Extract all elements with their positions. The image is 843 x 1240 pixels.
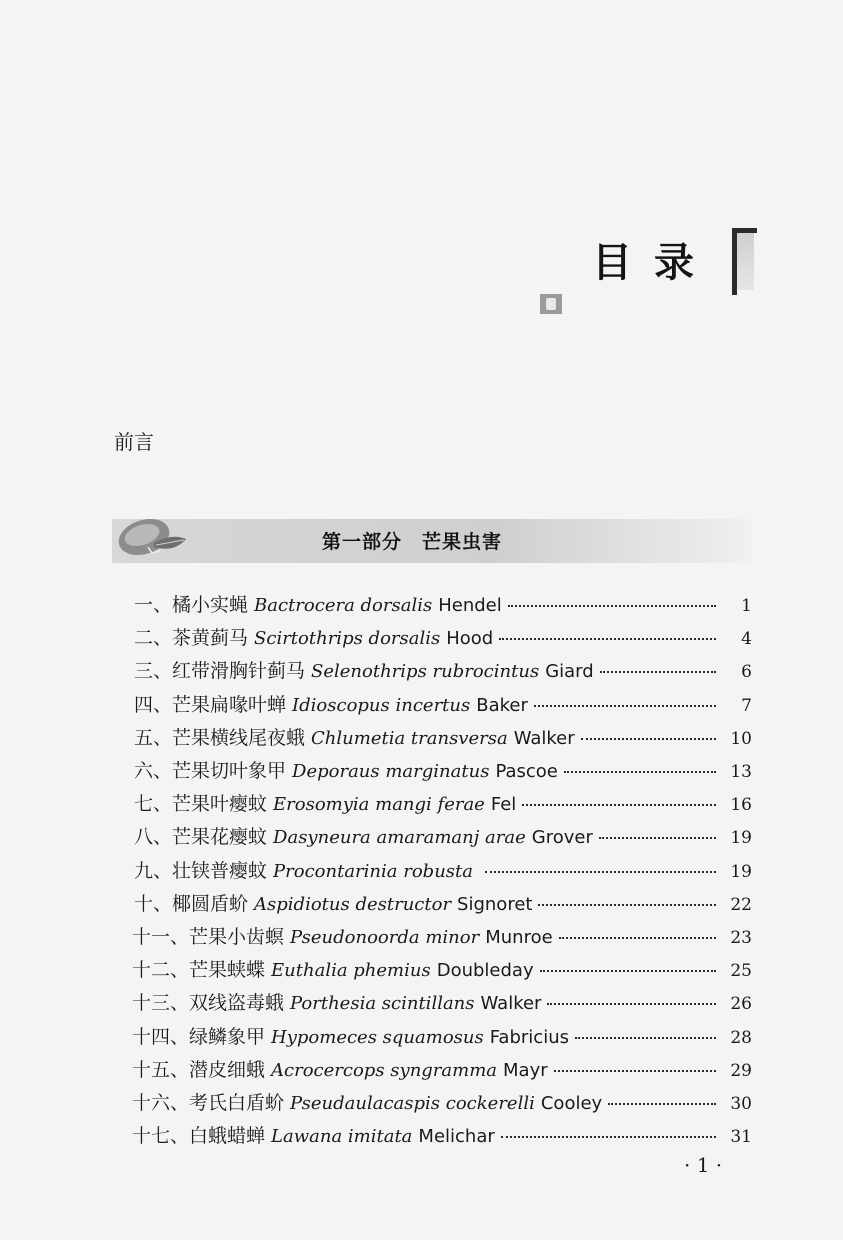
- toc-entry-number: 六、: [134, 760, 173, 782]
- toc-entry-scientific-name: Pseudonoorda minor: [290, 927, 480, 948]
- mango-icon: [114, 513, 190, 561]
- toc-leader-dots: [600, 671, 716, 673]
- toc-entry-author: Fel: [490, 794, 517, 815]
- toc-leader-dots: [501, 1136, 716, 1138]
- toc-entry-number: 十四、: [132, 1026, 190, 1048]
- toc-entry[interactable]: [132, 1055, 752, 1085]
- toc-entry-page: 6: [741, 662, 752, 682]
- toc-entry[interactable]: [134, 789, 752, 819]
- toc-entry-author: Fabricius: [489, 1027, 569, 1048]
- toc-entry-author: Walker: [513, 728, 575, 749]
- toc-entry-page: 30: [730, 1094, 752, 1114]
- toc-entry-chinese-name: 芒果横线尾夜蛾: [172, 727, 306, 749]
- title-bracket: [732, 228, 757, 295]
- toc-leader-dots: [522, 804, 716, 806]
- toc-entry-scientific-name: Hypomeces squamosus: [271, 1027, 484, 1048]
- toc-entry-author: Mayr: [503, 1060, 548, 1081]
- page-number: · 1 ·: [684, 1153, 723, 1177]
- toc-leader-dots: [547, 1003, 716, 1005]
- toc-entry-scientific-name: Porthesia scintillans: [290, 993, 475, 1014]
- toc-entry-chinese-name: 白蛾蜡蝉: [189, 1125, 266, 1147]
- toc-entry-page: 31: [730, 1127, 752, 1147]
- toc-entry-scientific-name: Deporaus marginatus: [292, 761, 490, 782]
- toc-entry-page: 13: [730, 762, 752, 782]
- toc-entry-page: 16: [730, 795, 752, 815]
- toc-entry[interactable]: [134, 656, 752, 686]
- toc-entry[interactable]: [132, 922, 752, 952]
- toc-entry-author: Walker: [480, 993, 542, 1014]
- toc-entry-chinese-name: 考氏白盾蚧: [189, 1092, 285, 1114]
- toc-entry-scientific-name: Chlumetia transversa: [311, 728, 508, 749]
- toc-entry-scientific-name: Erosomyia mangi ferae: [273, 794, 485, 815]
- toc-entry-number: 七、: [134, 793, 173, 815]
- toc-entry-scientific-name: Selenothrips rubrocintus: [311, 661, 540, 682]
- page-title: 目录: [592, 240, 716, 286]
- toc-entry-author: Pascoe: [495, 761, 558, 782]
- toc-entry-page: 1: [741, 596, 752, 616]
- toc-entry-number: 十一、: [132, 926, 190, 948]
- toc-entry[interactable]: [134, 889, 752, 919]
- toc-entry-number: 十二、: [132, 959, 190, 981]
- toc-entry[interactable]: [132, 1088, 752, 1118]
- toc-entry-page: 23: [730, 928, 752, 948]
- toc-entry-number: 十五、: [132, 1059, 190, 1081]
- toc-entry-chinese-name: 芒果切叶象甲: [172, 760, 287, 782]
- toc-entry[interactable]: [134, 822, 752, 852]
- toc-entry-author: Munroe: [485, 927, 553, 948]
- toc-entry-scientific-name: Bactrocera dorsalis: [254, 595, 433, 616]
- toc-entry-scientific-name: Idioscopus incertus: [292, 695, 471, 716]
- toc-leader-dots: [554, 1070, 716, 1072]
- toc-entry-author: Giard: [545, 661, 594, 682]
- toc-entry-page: 25: [730, 961, 752, 981]
- toc-leader-dots: [559, 937, 716, 939]
- toc-leader-dots: [485, 871, 716, 873]
- toc-entry-number: 一、: [134, 594, 173, 616]
- toc-entry-chinese-name: 椰圆盾蚧: [172, 893, 249, 915]
- toc-leader-dots: [508, 605, 716, 607]
- toc-leader-dots: [538, 904, 716, 906]
- toc-entry-page: 26: [730, 994, 752, 1014]
- toc-entry-page: 4: [741, 629, 752, 649]
- toc-entry-scientific-name: Procontarinia robusta: [273, 861, 473, 882]
- toc-entry-number: 九、: [134, 860, 173, 882]
- toc-entry[interactable]: [134, 690, 752, 720]
- toc-entry-number: 十三、: [132, 992, 190, 1014]
- toc-entry[interactable]: [132, 955, 752, 985]
- toc-entry-number: 十七、: [132, 1125, 190, 1147]
- toc-entry-author: Hendel: [438, 595, 502, 616]
- toc-entry-chinese-name: 橘小实蝇: [172, 594, 249, 616]
- toc-entry-chinese-name: 芒果扁喙叶蝉: [172, 694, 287, 716]
- toc-entry-author: Grover: [531, 827, 593, 848]
- toc-entry-page: 22: [730, 895, 752, 915]
- toc-entry[interactable]: [134, 856, 752, 886]
- toc-entry-author: Hood: [446, 628, 494, 649]
- toc-entry[interactable]: [132, 1022, 752, 1052]
- toc-leader-dots: [581, 738, 716, 740]
- toc-entry-scientific-name: Dasyneura amaramanj arae: [273, 827, 526, 848]
- toc-entry-page: 7: [741, 696, 752, 716]
- toc-entry-scientific-name: Pseudaulacaspis cockerelli: [290, 1093, 535, 1114]
- toc-entry-chinese-name: 绿鳞象甲: [189, 1026, 266, 1048]
- toc-entry[interactable]: [132, 988, 752, 1018]
- toc-entry-page: 19: [730, 862, 752, 882]
- toc-entry-number: 五、: [134, 727, 173, 749]
- toc-entry-author: Doubleday: [436, 960, 534, 981]
- toc-entry-author: Signoret: [457, 894, 533, 915]
- toc-entry-number: 八、: [134, 826, 173, 848]
- toc-entry-number: 三、: [134, 660, 173, 682]
- toc-entry-author: Baker: [476, 695, 528, 716]
- toc-entry-chinese-name: 潜皮细蛾: [189, 1059, 266, 1081]
- toc-entry-chinese-name: 壮铗普瘿蚊: [172, 860, 268, 882]
- toc-entry[interactable]: [132, 1121, 752, 1151]
- toc-entry-page: 10: [730, 729, 752, 749]
- toc-leader-dots: [499, 638, 716, 640]
- toc-entry-number: 二、: [134, 627, 173, 649]
- toc-entry[interactable]: [134, 756, 752, 786]
- toc-entry[interactable]: [134, 723, 752, 753]
- toc-leader-dots: [540, 970, 716, 972]
- toc-entry-scientific-name: Lawana imitata: [271, 1126, 413, 1147]
- title-ornament-inner: [546, 298, 556, 310]
- toc-entry-page: 19: [730, 828, 752, 848]
- toc-entry-scientific-name: Scirtothrips dorsalis: [254, 628, 441, 649]
- toc-leader-dots: [564, 771, 716, 773]
- toc-entry-author: Cooley: [540, 1093, 603, 1114]
- toc-entry-number: 十、: [134, 893, 173, 915]
- toc-entry[interactable]: [134, 623, 752, 653]
- toc-entry-chinese-name: 芒果蛱蝶: [189, 959, 266, 981]
- toc-entry-author: Melichar: [418, 1126, 495, 1147]
- toc-entry-chinese-name: 双线盗毒蛾: [189, 992, 285, 1014]
- toc-entry-page: 28: [730, 1028, 752, 1048]
- toc-leader-dots: [608, 1103, 716, 1105]
- toc-entry-chinese-name: 芒果叶瘿蚊: [172, 793, 268, 815]
- toc-entry-scientific-name: Euthalia phemius: [271, 960, 431, 981]
- toc-entry[interactable]: [134, 590, 752, 620]
- toc-entry-number: 十六、: [132, 1092, 190, 1114]
- toc-entry-scientific-name: Aspidiotus destructor: [254, 894, 452, 915]
- part-title: 第一部分 芒果虫害: [322, 531, 503, 553]
- toc-entry-chinese-name: 茶黄蓟马: [172, 627, 249, 649]
- preface-entry[interactable]: 前言: [114, 430, 154, 454]
- toc-entry-scientific-name: Acrocercops syngramma: [271, 1060, 498, 1081]
- toc-entry-number: 四、: [134, 694, 173, 716]
- toc-entry-chinese-name: 红带滑胸针蓟马: [172, 660, 306, 682]
- toc-entry-page: 29: [730, 1061, 752, 1081]
- toc-entry-chinese-name: 芒果小齿螟: [189, 926, 285, 948]
- toc-leader-dots: [534, 705, 716, 707]
- toc-leader-dots: [599, 837, 716, 839]
- toc-leader-dots: [575, 1037, 716, 1039]
- toc-entry-chinese-name: 芒果花瘿蚊: [172, 826, 268, 848]
